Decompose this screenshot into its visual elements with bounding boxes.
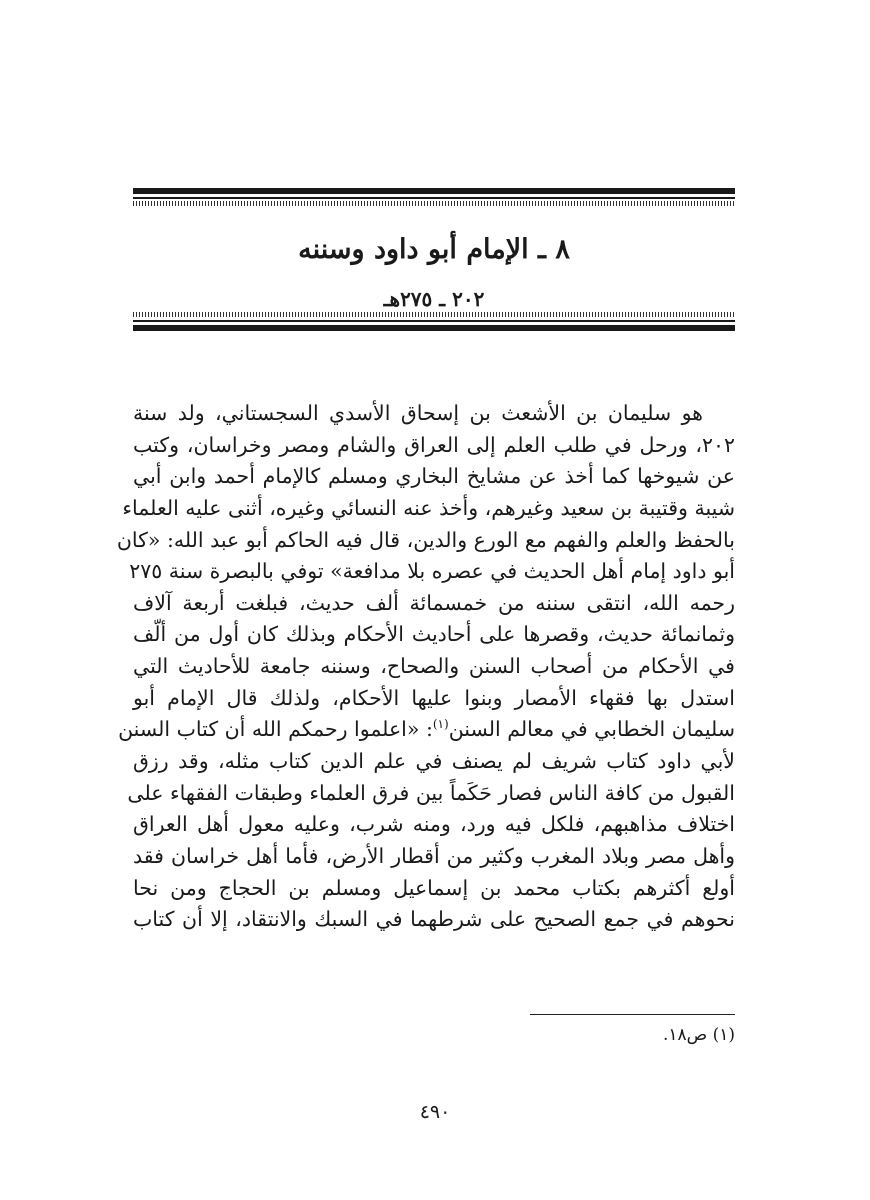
page-number: ٤٩٠ [419, 1101, 451, 1123]
text-line: عن شيوخها كما أخذ عن مشايخ البخاري ومسلم كالإمام أحمد وابن أبي [133, 464, 735, 489]
text-line: اختلاف مذاهبهم، فلكل فيه ورد، ومنه شرب، وعليه معول أهل العراق [133, 812, 735, 837]
chapter-title: ٨ ـ الإمام أبو داود وسننه [298, 234, 570, 265]
text-line: في الأحكام من أصحاب السنن والصحاح، وسننه جامعة للأحاديث التي [133, 654, 735, 679]
body-paragraph [116, 398, 735, 936]
header-rule-bottom [133, 312, 735, 331]
text-line: ٢٠٢، ورحل في طلب العلم إلى العراق والشام ومصر وخراسان، وكتب [133, 432, 735, 457]
text-line: لأبي داود كتاب شريف لم يصنف في علم الدين كتاب مثله، وقد رزق [133, 749, 735, 774]
text-line: وثمانمائة حديث، وقصرها على أحاديث الأحكام وبذلك كان أول من ألّف [133, 622, 735, 647]
footnote-separator [530, 1014, 735, 1015]
footnote-reference[interactable]: (١) [432, 717, 449, 732]
text-line: شيبة وقتيبة بن سعيد وغيرهم، وأخذ عنه النسائي وغيره، أثنى عليه العلماء [122, 495, 735, 520]
text-line: بالحفظ والعلم والفهم مع الورع والدين، قال فيه الحاكم أبو عبد الله: «كان [116, 527, 735, 552]
header-rule-top [133, 188, 735, 206]
text-line: نحوهم في جمع الصحيح على شرطهما في السبك والانتقاد، إلا أن كتاب [133, 907, 735, 932]
text-line-with-footnote-ref [118, 714, 735, 746]
text-line: القبول من كافة الناس فصار حَكَماً بين فرق العلماء وطبقات الفقهاء على [127, 780, 735, 805]
line-text-after: : «اعلموا رحمكم الله أن كتاب السنن [118, 717, 433, 742]
text-line: أبو داود إمام أهل الحديث في عصره بلا مدافعة» توفي بالبصرة سنة ٢٧٥ [129, 559, 735, 584]
text-line: استدل بها فقهاء الأمصار وبنوا عليها الأحكام، ولذلك قال الإمام أبو [133, 685, 735, 710]
text-line: وأهل مصر وبلاد المغرب وكثير من أقطار الأرض، فأما أهل خراسان فقد [133, 843, 735, 868]
text-line: رحمه الله، انتقى سننه من خمسمائة ألف حديث، فبلغت أربعة آلاف [133, 590, 735, 615]
text-line: أولع أكثرهم بكتاب محمد بن إسماعيل ومسلم بن الحجاج ومن نحا [133, 875, 735, 900]
chapter-dates: ٢٠٢ ـ ٢٧٥هـ [383, 287, 485, 311]
line-text-before: سليمان الخطابي في معالم السنن [448, 717, 735, 742]
text-line: هو سليمان بن الأشعث بن إسحاق الأسدي السجستاني، ولد سنة [133, 401, 703, 425]
footnote: (١) ص١٨. [662, 1025, 735, 1045]
